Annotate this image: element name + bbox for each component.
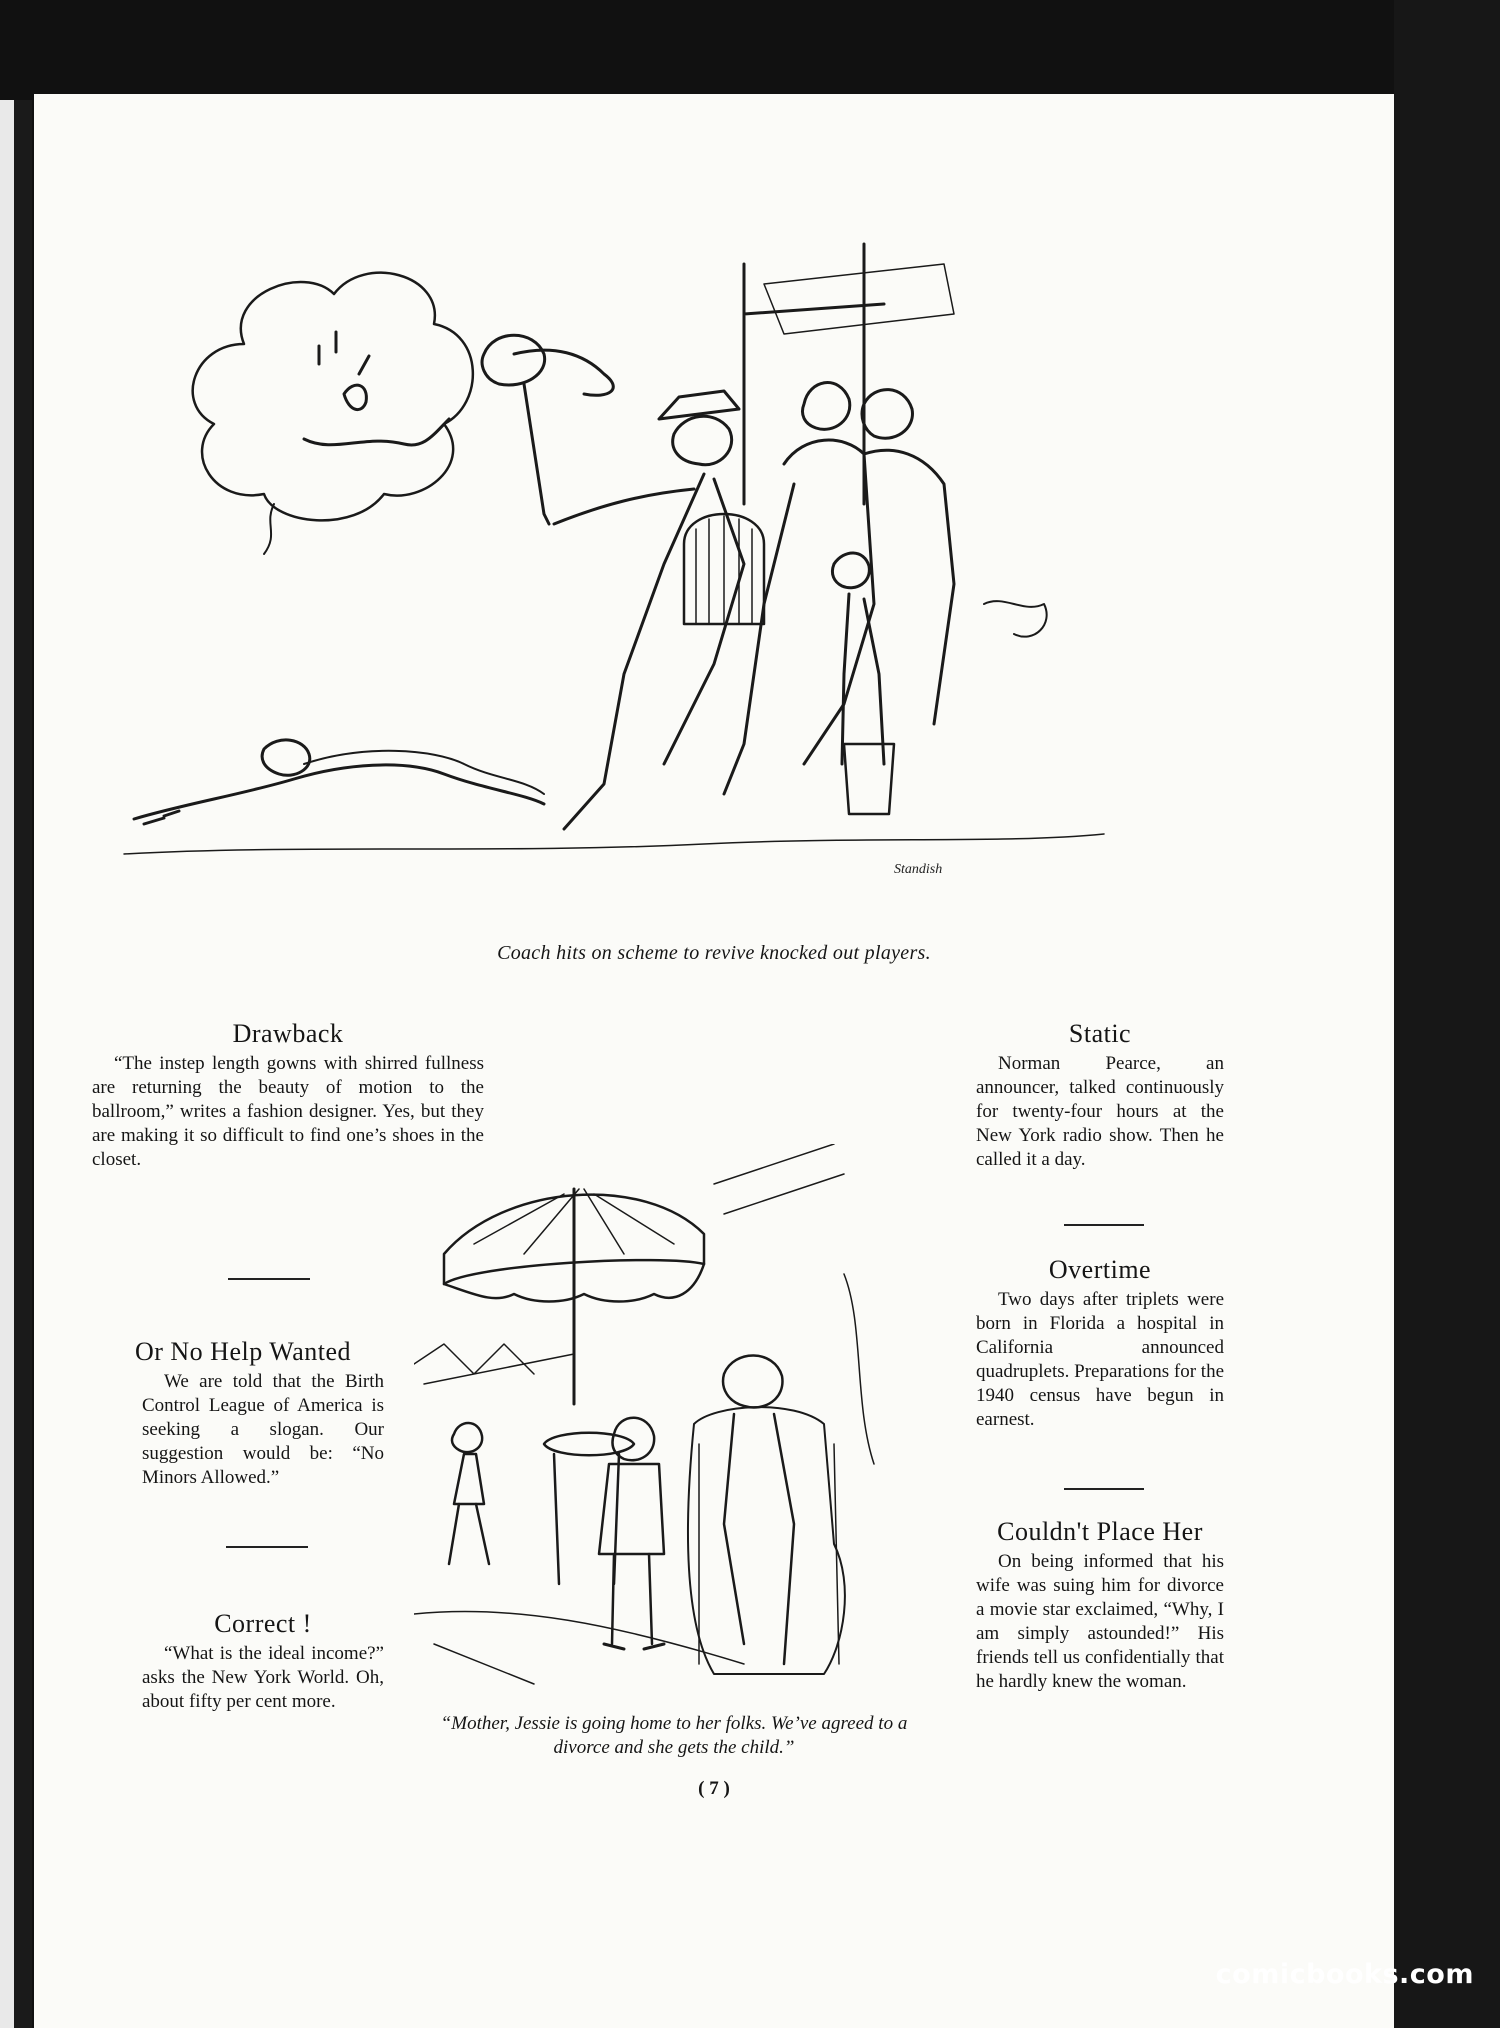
left-column-block-3 [142, 1609, 384, 1714]
divider-rule [1064, 1488, 1144, 1490]
umbrella-cartoon-illustration [414, 1144, 934, 1704]
article-text: Two days after triplets were born in Florida a hospital in California announced quadruplets. Preparations for the 1940 census have begun in earnest. [976, 1289, 1224, 1430]
article-or-no-help-wanted [134, 1337, 384, 1490]
article-correct [142, 1609, 384, 1714]
left-column-block-2 [134, 1337, 384, 1490]
coach-cartoon-illustration [104, 204, 1164, 924]
article-overtime [976, 1255, 1224, 1432]
scan-border-right [1394, 0, 1500, 2028]
cartoon-signature: Standish [894, 862, 943, 877]
article-static [976, 1019, 1224, 1172]
divider-rule [1064, 1224, 1144, 1226]
article-title: Couldn't Place Her [997, 1517, 1203, 1546]
article-title: Static [1068, 1019, 1132, 1048]
article-text: “What is the ideal income?” asks the New York World. Oh, about fifty per cent more. [142, 1643, 384, 1712]
article-couldnt-place-her [976, 1517, 1224, 1694]
right-column-block-2 [976, 1255, 1224, 1432]
right-column-block-3 [976, 1517, 1224, 1694]
article-text: On being informed that his wife was suing him for divorce a movie star exclaimed, “Why, I am simply astounded!” His friends tell us confidentially that he hardly knew the woman. [976, 1551, 1224, 1692]
article-title: Or No Help Wanted [134, 1337, 352, 1366]
divider-rule [228, 1278, 310, 1280]
article-title: Drawback [232, 1019, 344, 1048]
article-title: Overtime [1048, 1255, 1152, 1284]
article-text: Norman Pearce, an announcer, talked continuously for twenty-four hours at the New York radio show. Then he called it a day. [976, 1053, 1224, 1170]
site-watermark: comicbooks.com [1215, 1959, 1474, 1990]
article-title: Correct ! [214, 1609, 312, 1638]
divider-rule [226, 1546, 308, 1548]
mid-cartoon-caption: “Mother, Jessie is going home to her folks. We’ve agreed to a divorce and she gets the child.” [440, 1713, 908, 1758]
right-column [976, 1019, 1224, 1172]
gutter-shadow [14, 100, 32, 2028]
magazine-page [34, 94, 1394, 2028]
page-number: ( 7 ) [698, 1778, 730, 1799]
top-cartoon-caption: Coach hits on scheme to revive knocked out players. [497, 942, 931, 964]
article-text: We are told that the Birth Control League of America is seeking a slogan. Our suggestion would be: “No Minors Allowed.” [142, 1371, 384, 1488]
article-text: “The instep length gowns with shirred fullness are returning the beauty of motion to the ballroom,” writes a fashion designer. Yes, but they are making it so difficult to find one’s shoes in the closet. [92, 1053, 484, 1170]
